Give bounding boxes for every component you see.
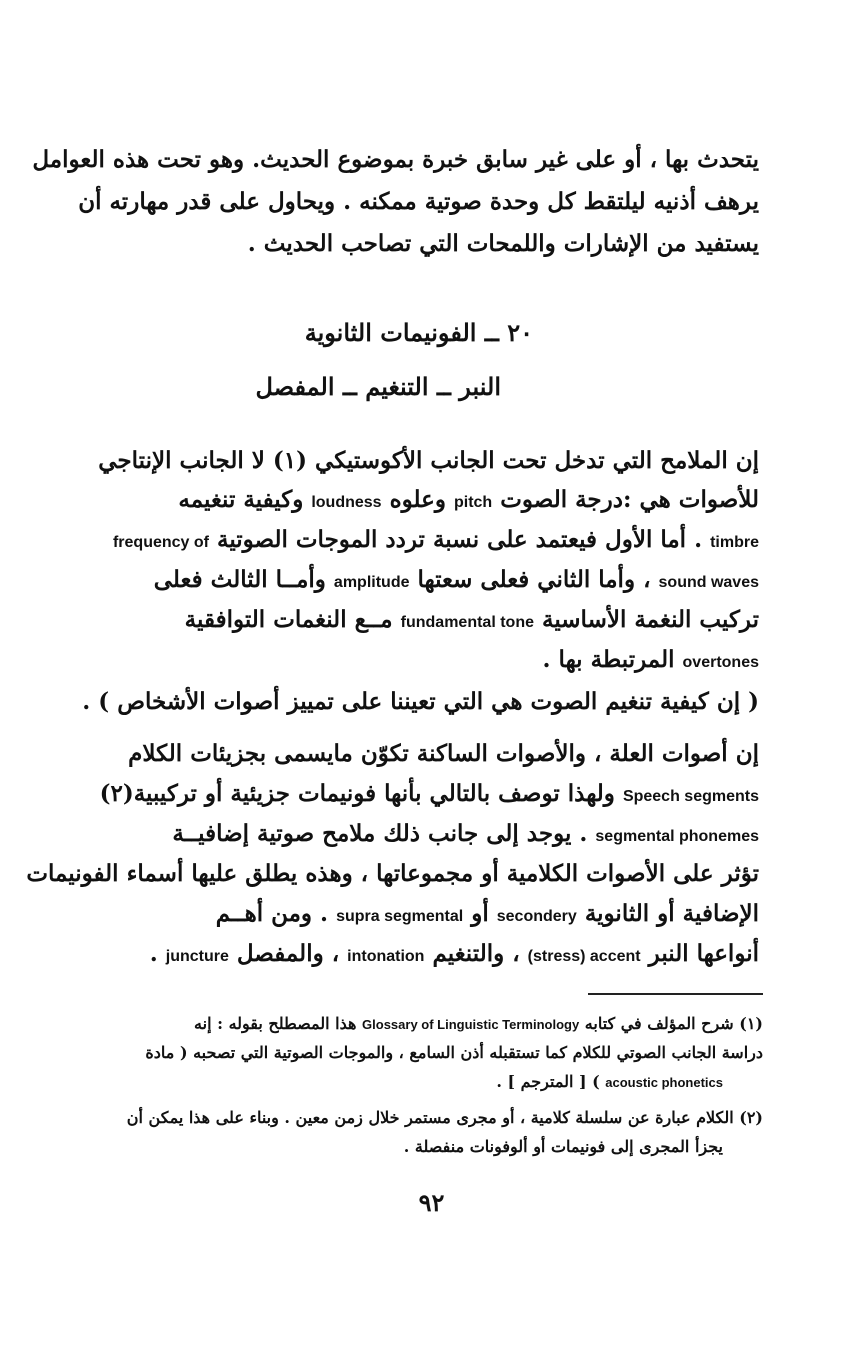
arabic-text: تركيب النغمة الأساسية: [542, 606, 759, 633]
text-line: [150, 938, 759, 973]
arabic-text: هذا المصطلح بقوله : إنه: [194, 1014, 357, 1033]
arabic-text: . ومن أهــم: [215, 900, 329, 927]
text-line: [185, 604, 759, 639]
arabic-text: (١) شرح المؤلف في كتابه: [584, 1014, 763, 1033]
text-line: [216, 898, 759, 933]
arabic-text: . يوجد إلى جانب ذلك ملامح صوتية إضافيــة: [172, 820, 588, 847]
english-term: timbre: [710, 534, 759, 551]
english-term: (stress) accent: [527, 948, 641, 965]
text-line: [178, 484, 759, 519]
text-line: يستفيد من الإشارات واللمحات التي تصاحب الحديث .: [247, 230, 759, 257]
arabic-text: .: [149, 940, 158, 967]
footnote-divider: [588, 993, 763, 995]
english-term: fundamental tone: [400, 614, 534, 631]
english-term: intonation: [347, 948, 425, 965]
arabic-text: ، وأما الثاني فعلى سعتها: [417, 566, 651, 593]
english-term: frequency of: [112, 534, 209, 551]
english-term: Speech segments: [622, 788, 759, 805]
text-line: [113, 524, 759, 559]
text-line: [543, 644, 759, 679]
english-term: pitch: [453, 494, 493, 511]
english-term: juncture: [165, 948, 229, 965]
text-line: إن الملامح التي تدخل تحت الجانب الأكوستيكي (١) لا الجانب الإنتاجي: [98, 447, 759, 474]
arabic-text: الإضافية أو الثانوية: [584, 900, 759, 927]
english-term: overtones: [682, 654, 759, 671]
page-number: ٩٢: [418, 1188, 445, 1217]
english-term: amplitude: [333, 574, 410, 591]
section-heading: ٢٠ ــ الفونيمات الثانوية: [304, 318, 533, 347]
arabic-text: مــع النغمات التوافقية: [184, 606, 393, 633]
english-term: segmental phonemes: [595, 828, 759, 845]
text-line: تؤثر على الأصوات الكلامية أو مجموعاتها ، وهذه يطلق عليها أسماء الفونيمات: [26, 860, 759, 887]
text-line: يتحدث بها ، أو على غير سابق خبرة بموضوع الحديث. وهو تحت هذه العوامل: [32, 146, 759, 173]
arabic-text: للأصوات هي :درجة الصوت: [500, 486, 759, 513]
arabic-text: أنواعها النبر: [648, 940, 759, 967]
arabic-text: ، والتنغيم: [432, 940, 520, 967]
arabic-text: وكيفية تنغيمه: [178, 486, 304, 513]
arabic-text: ، والمفصل: [236, 940, 340, 967]
text-line: [154, 564, 759, 599]
english-term: loudness: [311, 494, 382, 511]
text-line: [172, 818, 759, 853]
footnote-line: (٢) الكلام عبارة عن سلسلة كلامية ، أو مجرى مستمر خلال زمن معين . وبناء على هذا يمكن أن: [126, 1108, 763, 1127]
english-term: acoustic phonetics: [605, 1075, 723, 1090]
footnote-line: يجزأ المجرى إلى فونيمات أو ألوفونات منفصلة .: [403, 1137, 723, 1156]
text-line: ( إن كيفية تنغيم الصوت هي التي تعيننا على تمييز أصوات الأشخاص ) .: [82, 688, 759, 715]
arabic-text: . أما الأول فيعتمد على نسبة تردد الموجات الصوتية: [217, 526, 703, 553]
arabic-text: ولهذا توصف بالتالي بأنها فونيمات جزيئية أو تركيبية(٢): [99, 780, 615, 807]
footnote-line: [496, 1070, 723, 1095]
text-line: يرهف أذنيه ليلتقط كل وحدة صوتية ممكنه . ويحاول على قدر مهارته أن: [78, 188, 759, 215]
footnote-line: دراسة الجانب الصوتي للكلام كما تستقبله أذن السامع ، والموجات الصوتية التي تصحبه ( مادة: [145, 1043, 763, 1062]
english-term: secondery: [496, 908, 577, 925]
arabic-text: وعلوه: [389, 486, 446, 513]
text-line: إن أصوات العلة ، والأصوات الساكنة تكوّن مايسمى بجزيئات الكلام: [128, 740, 759, 767]
section-subheading: النبر ــ التنغيم ــ المفصل: [255, 372, 501, 401]
arabic-text: وأمــا الثالث فعلى: [153, 566, 326, 593]
english-term: supra segmental: [336, 908, 464, 925]
text-line: [100, 778, 759, 813]
arabic-text: أو: [471, 900, 489, 927]
arabic-text: ) [ المترجم ] .: [496, 1072, 600, 1091]
english-term: sound waves: [658, 574, 759, 591]
arabic-text: المرتبطة بها .: [542, 646, 675, 673]
footnote-line: [194, 1012, 763, 1037]
english-term: Glossary of Linguistic Terminology: [362, 1017, 580, 1032]
